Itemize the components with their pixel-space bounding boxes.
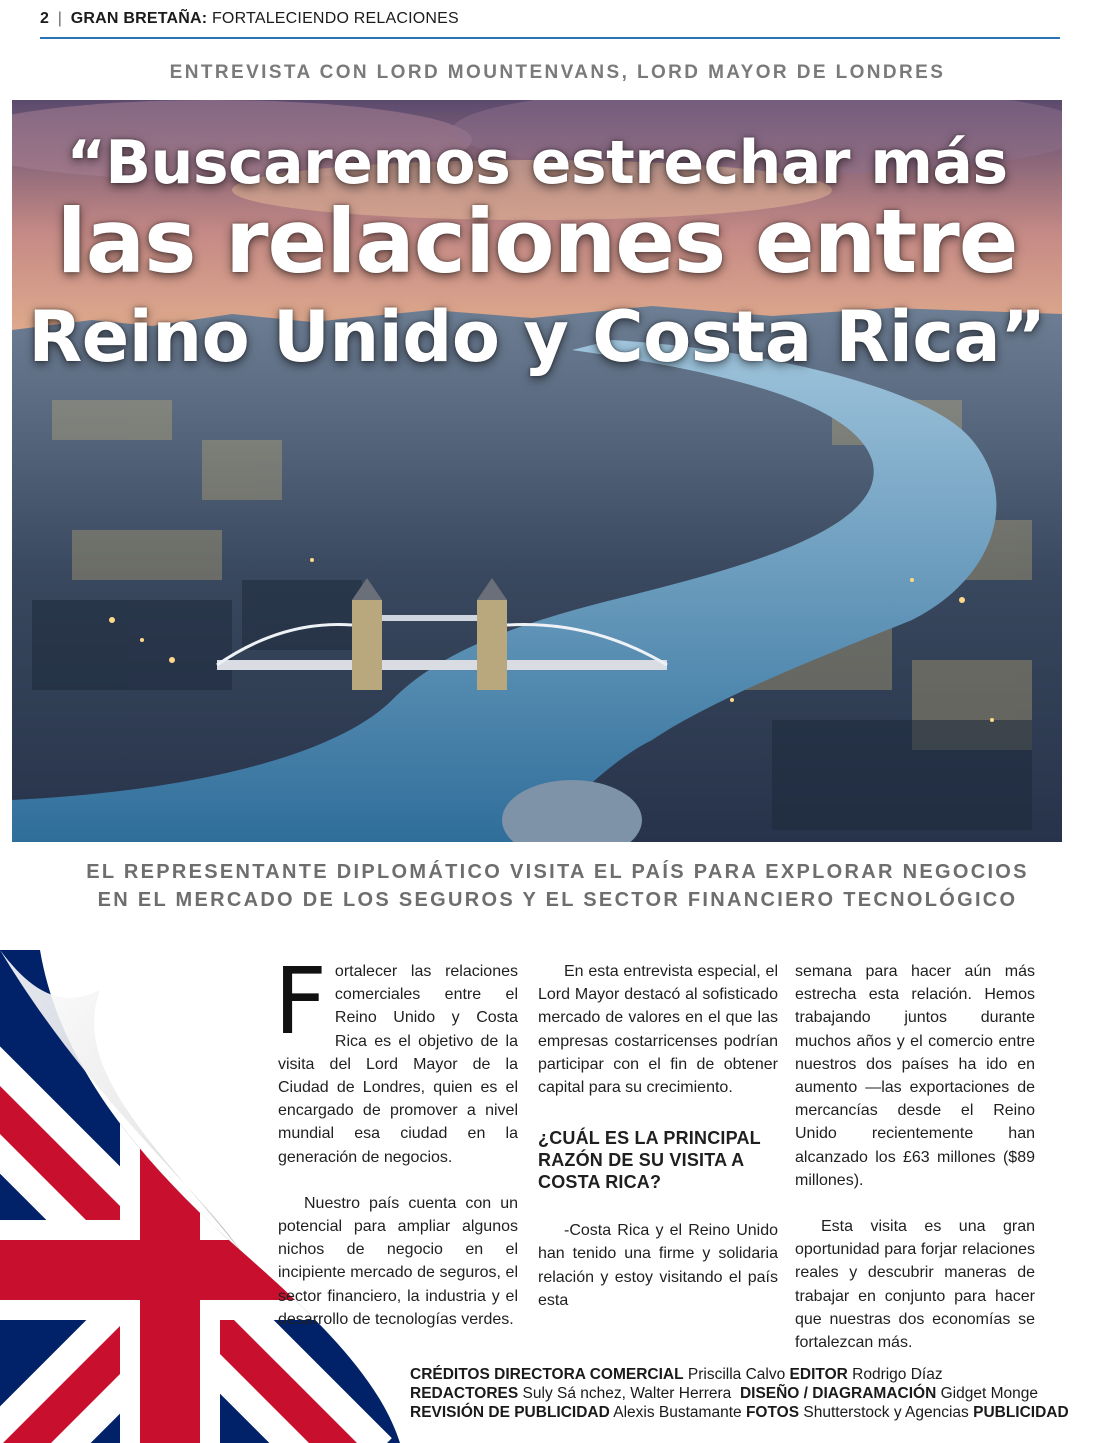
col2-paragraph-1: En esta entrevista especial, el Lord Mayor destacó al sofisticado mercado de valores en el que las empresas costarricenses podrían participar con el fin de obtener capital para su crecimiento.: [538, 963, 778, 1097]
header-separator: |: [57, 10, 63, 27]
subdeck-line-2: EN EL MERCADO DE LOS SEGUROS Y EL SECTOR FINANCIERO TECNOLÓGICO: [97, 889, 1018, 911]
credits-diseno-label: DISEÑO / DIAGRAMACIÓN: [739, 1385, 937, 1402]
col3-paragraph-2: Esta visita es una gran oportunidad para forjar relaciones reales y descubrir maneras de trabajar en conjunto para hacer que nuestras dos economías se fortalezcan más.: [795, 1218, 1035, 1352]
credits-label: CRÉDITOS: [410, 1366, 490, 1383]
credits-diseno-name: Gidget Monge: [940, 1385, 1038, 1402]
col2-paragraph-2: -Costa Rica y el Reino Unido han tenido una firme y solidaria relación y estoy visitando el país esta: [538, 1222, 778, 1309]
credits-redactores-label: REDACTORES: [410, 1385, 519, 1402]
credits-line-2: [410, 1384, 1090, 1403]
page-header: [40, 10, 459, 28]
article-column-2: [538, 960, 778, 1312]
article-column-1: [274, 948, 518, 1331]
credits-revision-label: REVISIÓN DE PUBLICIDAD: [410, 1404, 610, 1421]
interview-question: ¿CUÁL ES LA PRINCIPAL RAZÓN DE SU VISITA A COSTA RICA?: [538, 1128, 761, 1193]
credits-directora-label: DIRECTORA COMERCIAL: [494, 1366, 684, 1383]
credits-editor-name: Rodrigo Díaz: [852, 1366, 943, 1383]
section-name: GRAN BRETAÑA:: [70, 10, 208, 27]
credits-redactores-names: Suly Sá nchez, Walter Herrera: [522, 1385, 732, 1402]
headline-line-1: “Buscaremos estrechar más: [66, 128, 1008, 198]
credits-line-3: [410, 1403, 1090, 1422]
credits-box: [410, 1365, 1090, 1422]
header-rule: [40, 37, 1060, 39]
credits-line-1: [410, 1365, 1090, 1384]
credits-directora-name: Priscilla Calvo: [687, 1366, 786, 1383]
credits-fotos-label: FOTOS: [745, 1404, 800, 1421]
headline-line-3: Reino Unido y Costa Rica”: [28, 296, 1046, 378]
page-number: 2: [40, 10, 50, 27]
headline-line-2: las relaciones entre: [56, 190, 1018, 293]
credits-fotos-source: Shutterstock y Agencias: [803, 1404, 969, 1421]
kicker: ENTREVISTA CON LORD MOUNTENVANS, LORD MAYOR DE LONDRES: [169, 62, 946, 83]
article-column-3: [795, 960, 1035, 1354]
subdeck-line-1: EL REPRESENTANTE DIPLOMÁTICO VISITA EL PAÍS PARA EXPLORAR NEGOCIOS: [86, 861, 1029, 883]
col1-paragraph-2: Nuestro país cuenta con un potencial para ampliar algunos nichos de negocio en el incipiente mercado de seguros, el sector financiero, la industria y el desarrollo de tecnologías verdes.: [278, 1194, 518, 1328]
credits-revision-name: Alexis Bustamante: [613, 1404, 742, 1421]
section-topic: FORTALECIENDO RELACIONES: [211, 10, 459, 27]
subdeck: [0, 858, 1115, 914]
dropcap: F: [274, 948, 327, 1055]
credits-publicidad-label: PUBLICIDAD: [973, 1404, 1069, 1421]
col1-paragraph-1: ortalecer las relaciones comerciales entre el Reino Unido y Costa Rica es el objetivo de la visita del Lord Mayor de la Ciudad de Londres, quien es el encargado de promover a nivel mundial esa ciudad en la generación de negocios.: [278, 963, 518, 1166]
hero-photo-london: [12, 100, 1062, 842]
col3-paragraph-1: semana para hacer aún más estrecha esta relación. Hemos trabajando juntos durante muchos años y el comercio entre nuestros dos países ha ido en aumento —las exportaciones de mercancías desde el Reino Unido recientemente han alcanzado los £63 millones ($89 millones).: [795, 963, 1035, 1189]
credits-editor-label: EDITOR: [789, 1366, 848, 1383]
